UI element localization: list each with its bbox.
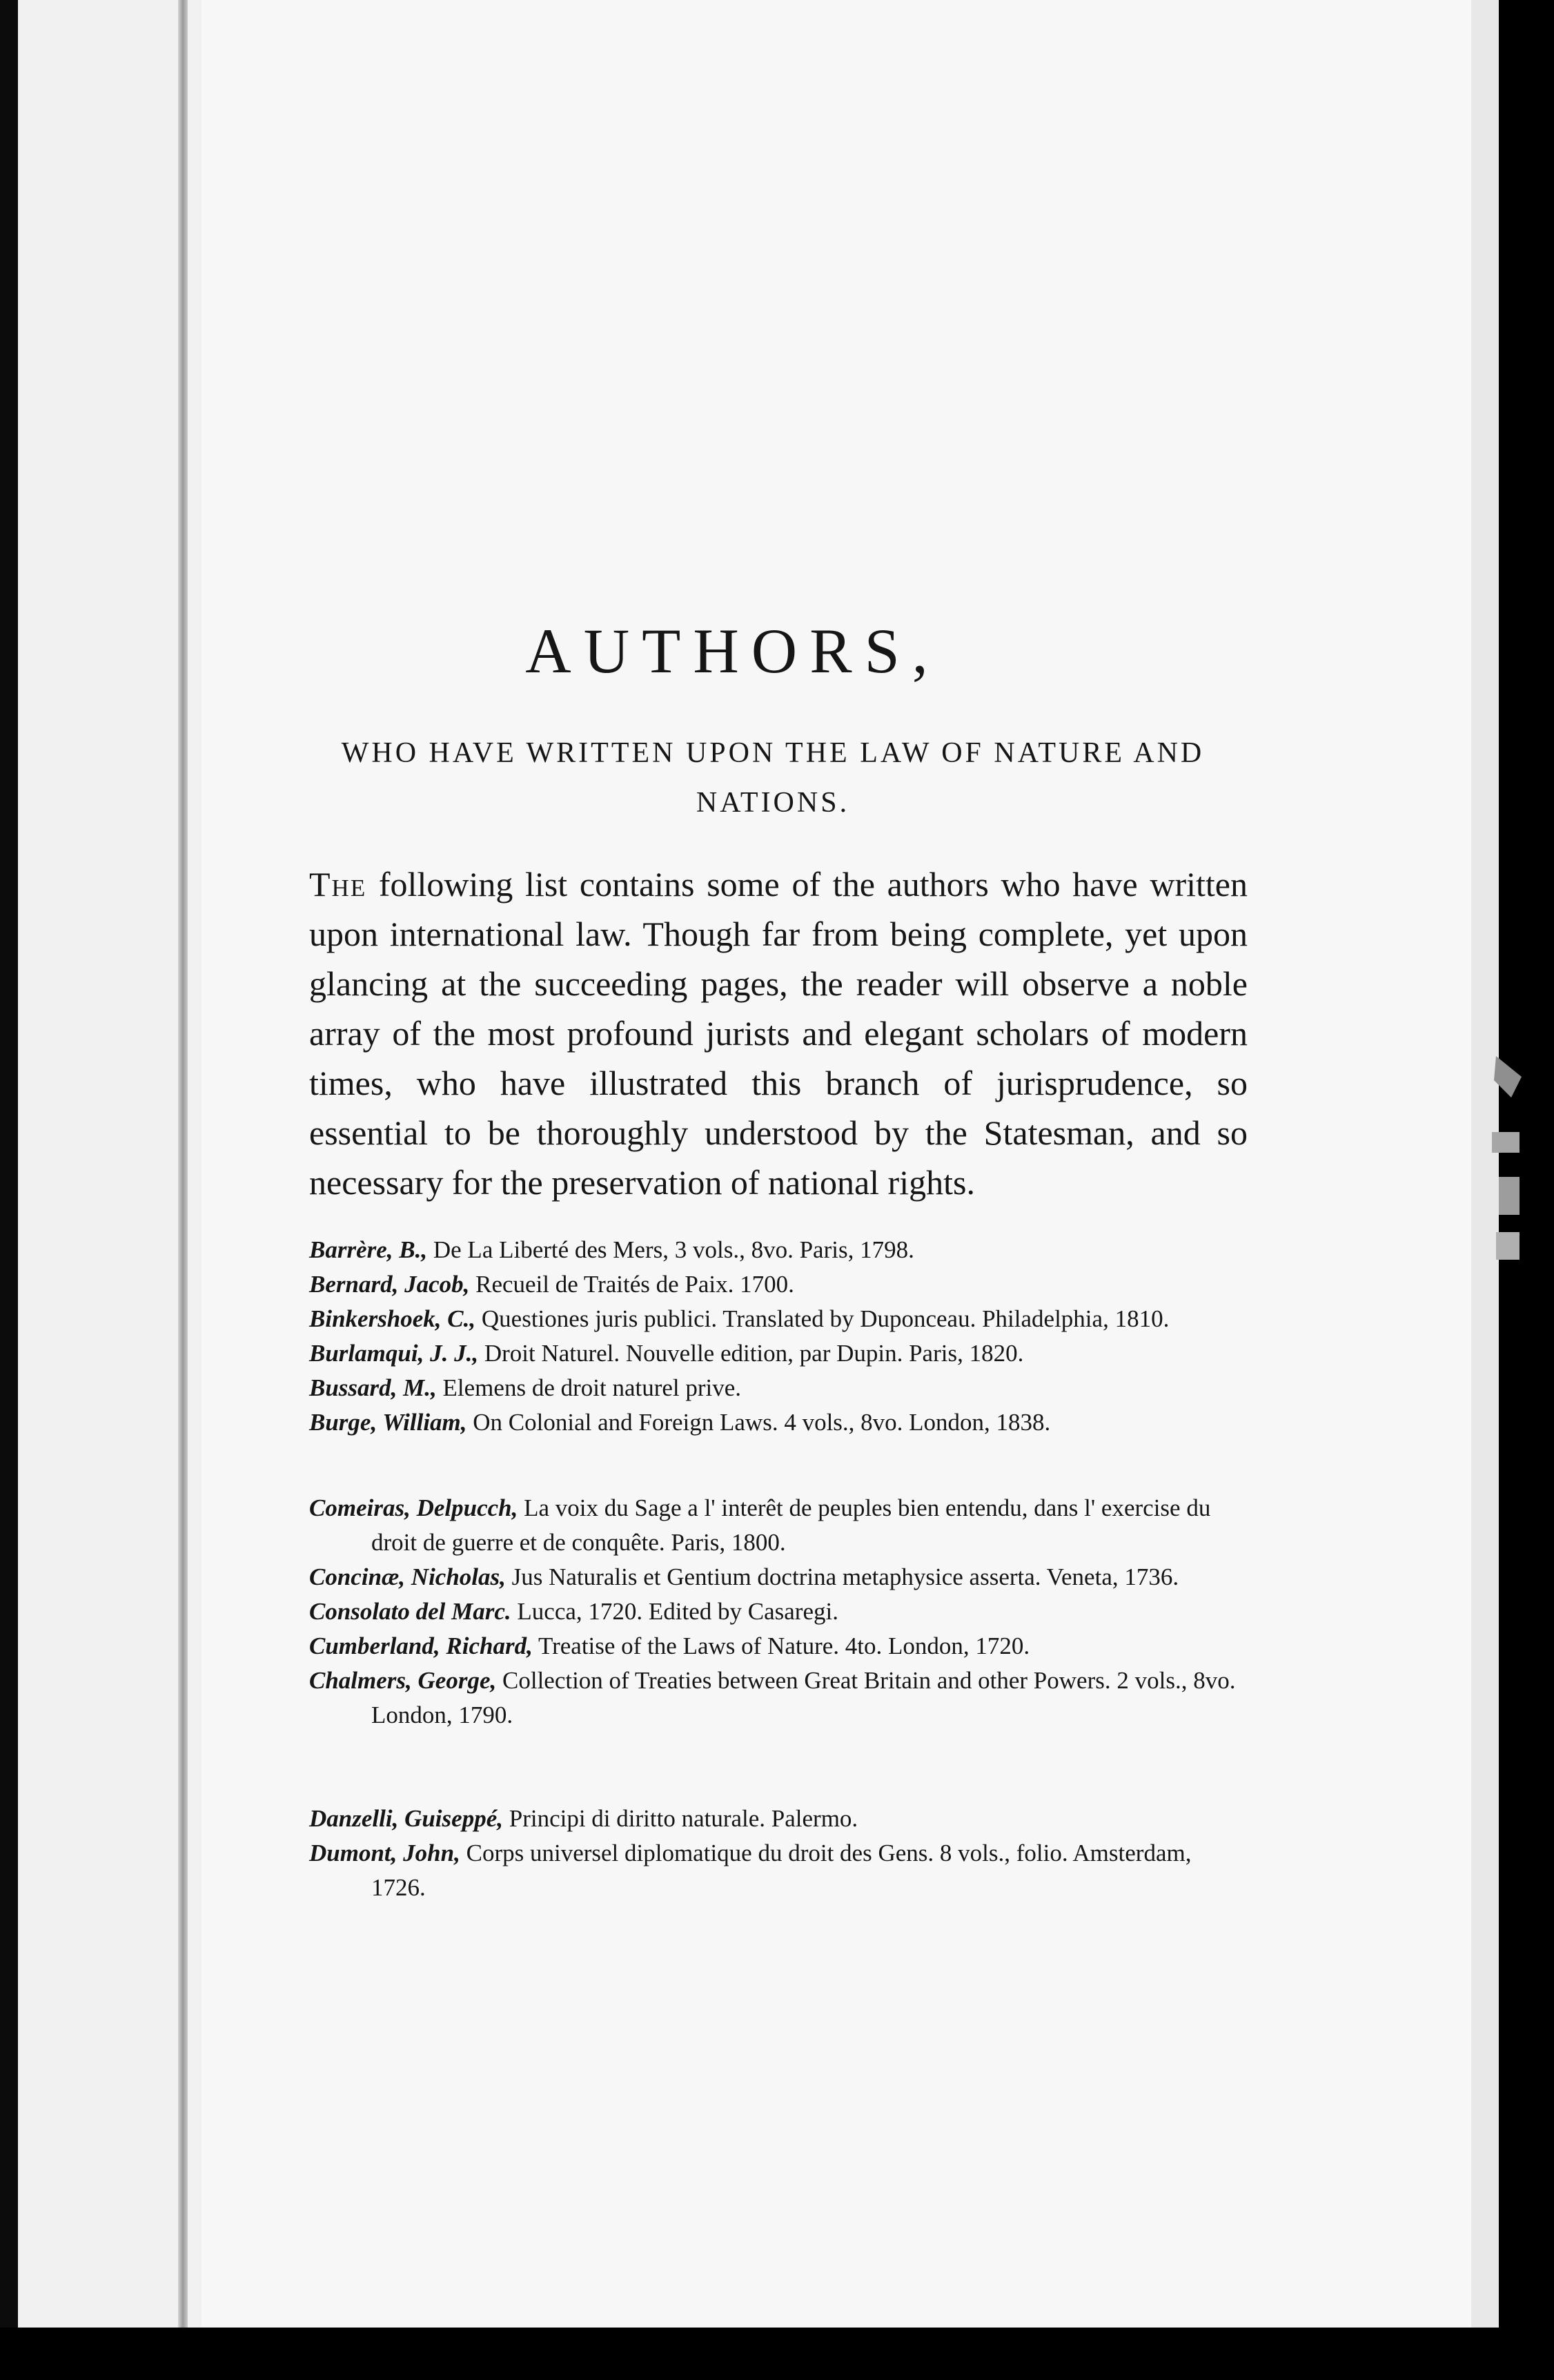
entry-text: La voix du Sage a l' interêt de peuples bien entendu, dans l' exercise du droit de guerre et de conquête. Paris, 1800. bbox=[371, 1494, 1211, 1556]
entry-text: Questiones juris publici. Translated by Duponceau. Philadelphia, 1810. bbox=[475, 1305, 1170, 1332]
intro-lead-word: The bbox=[309, 865, 367, 904]
entry-author: Burlamqui, J. J., bbox=[309, 1340, 479, 1367]
book-edge-shadow bbox=[0, 0, 18, 2380]
entry-text: Elemens de droit naturel prive. bbox=[436, 1374, 742, 1401]
entry-author: Chalmers, George, bbox=[309, 1667, 497, 1694]
scan-border bbox=[0, 2328, 1554, 2380]
page-title: AUTHORS, bbox=[525, 616, 941, 686]
library-stamp-mark bbox=[1484, 1049, 1532, 1277]
bibliography-entry bbox=[309, 1371, 1248, 1405]
entry-author: Bernard, Jacob, bbox=[309, 1271, 470, 1298]
entry-text: Recueil de Traités de Paix. 1700. bbox=[469, 1271, 794, 1298]
bibliography-entry bbox=[309, 1560, 1248, 1594]
entry-author: Concinæ, Nicholas, bbox=[309, 1563, 506, 1590]
bibliography-entry bbox=[309, 1267, 1248, 1302]
entry-author: Comeiras, Delpucch, bbox=[309, 1494, 518, 1521]
bibliography-entry bbox=[309, 1594, 1248, 1629]
bibliography-group-c bbox=[309, 1491, 1248, 1733]
bibliography-entry bbox=[309, 1302, 1248, 1336]
entry-author: Danzelli, Guiseppé, bbox=[309, 1805, 503, 1832]
bibliography-entry bbox=[309, 1405, 1248, 1440]
entry-author: Burge, William, bbox=[309, 1409, 467, 1436]
entry-text: Corps universel diplomatique du droit des Gens. 8 vols., folio. Amsterdam, 1726. bbox=[371, 1840, 1192, 1901]
entry-text: Droit Naturel. Nouvelle edition, par Dupin. Paris, 1820. bbox=[478, 1340, 1024, 1367]
bibliography-entry bbox=[309, 1233, 1248, 1267]
bibliography-entry bbox=[309, 1629, 1248, 1664]
intro-text: following list contains some of the authors who have written upon international law. Though far from being complete, yet upon glancing at the succeeding pages, the reader will observe a noble array of the most profound jurists and elegant scholars of modern times, who have illustrated this branch of jurisprudence, so essential to be thoroughly understood by the Statesman, and so necessary for the preservation of national rights. bbox=[309, 865, 1248, 1202]
bibliography-entry bbox=[309, 1491, 1248, 1560]
bibliography-group-b bbox=[309, 1233, 1248, 1440]
entry-author: Barrère, B., bbox=[309, 1236, 428, 1263]
entry-text: De La Liberté des Mers, 3 vols., 8vo. Paris, 1798. bbox=[427, 1236, 914, 1263]
entry-author: Cumberland, Richard, bbox=[309, 1632, 533, 1659]
facing-page bbox=[0, 0, 201, 2380]
entry-text: Lucca, 1720. Edited by Casaregi. bbox=[511, 1598, 838, 1625]
entry-author: Binkershoek, C., bbox=[309, 1305, 476, 1332]
bibliography-entry bbox=[309, 1802, 1248, 1836]
entry-text: Treatise of the Laws of Nature. 4to. London, 1720. bbox=[532, 1632, 1030, 1659]
bibliography-entry bbox=[309, 1836, 1248, 1905]
bibliography-entry bbox=[309, 1336, 1248, 1371]
entry-text: On Colonial and Foreign Laws. 4 vols., 8vo. London, 1838. bbox=[466, 1409, 1051, 1436]
bibliography-group-d bbox=[309, 1802, 1248, 1905]
gutter-shadow bbox=[178, 0, 188, 2380]
entry-text: Jus Naturalis et Gentium doctrina metaphysice asserta. Veneta, 1736. bbox=[505, 1563, 1179, 1590]
entry-author: Consolato del Marc. bbox=[309, 1598, 511, 1625]
intro-paragraph bbox=[309, 859, 1248, 1207]
entry-author: Bussard, M., bbox=[309, 1374, 437, 1401]
bibliography-entry bbox=[309, 1664, 1248, 1733]
entry-text: Collection of Treaties between Great Britain and other Powers. 2 vols., 8vo. London, 1790. bbox=[371, 1667, 1236, 1728]
entry-author: Dumont, John, bbox=[309, 1840, 460, 1866]
page-subtitle: WHO HAVE WRITTEN UPON THE LAW OF NATURE AND NATIONS. bbox=[341, 737, 1205, 819]
entry-text: Principi di diritto naturale. Palermo. bbox=[502, 1805, 858, 1832]
